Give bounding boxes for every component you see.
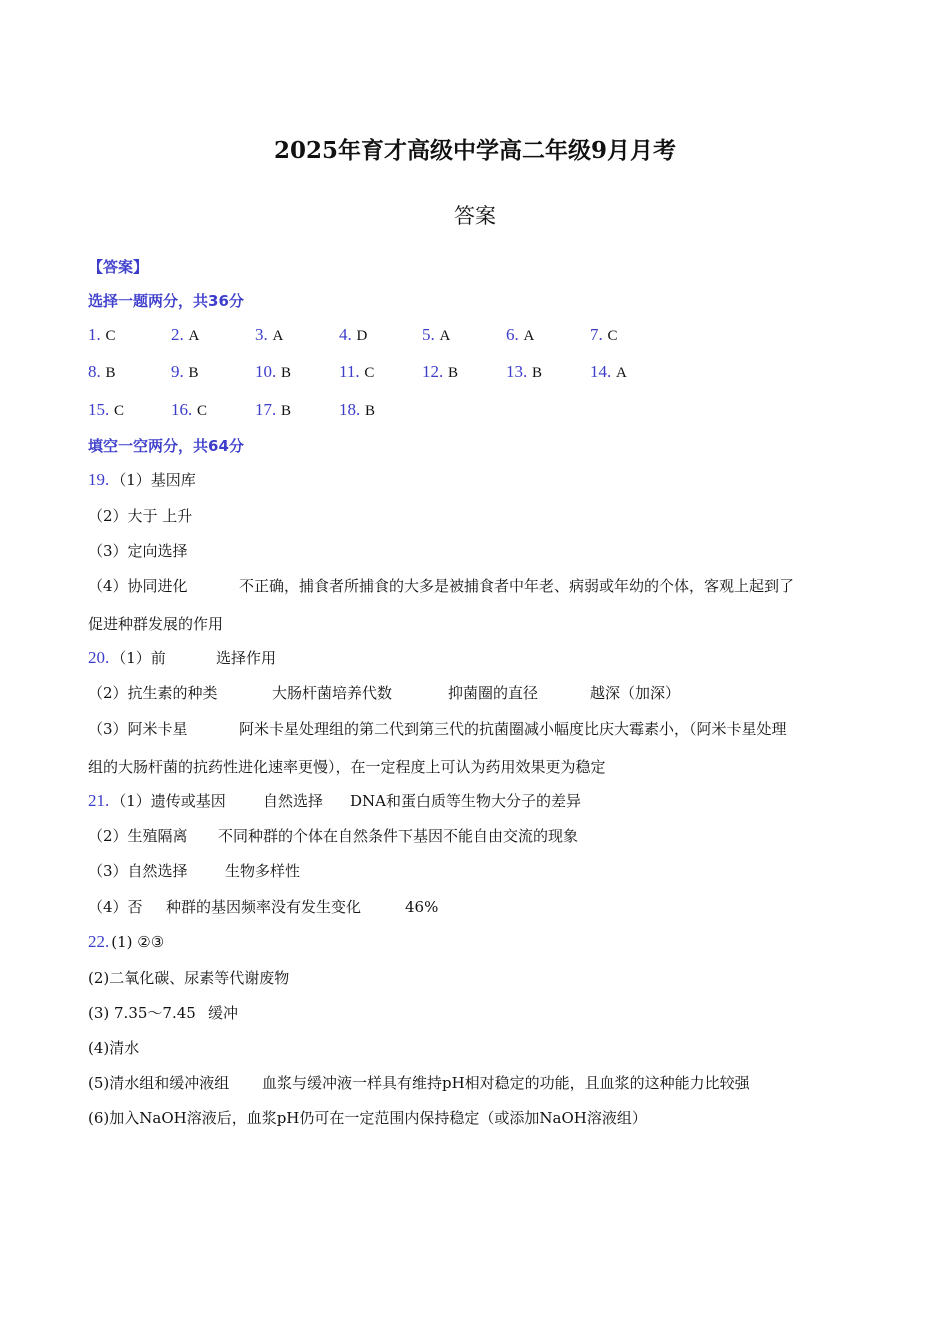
mc-answer: A (439, 328, 451, 344)
q21-line-2 (88, 826, 579, 846)
mc-answer: B (532, 365, 543, 381)
q20-answer-1a: （1）前 (111, 649, 166, 667)
mc-item (590, 325, 618, 346)
fill-section-heading: 填空一空两分，共64分 (88, 437, 244, 455)
q22-answer-5a: (5)清水组和缓冲液组 (88, 1074, 230, 1092)
mc-number: 5. (422, 325, 435, 344)
mc-item (422, 325, 450, 346)
mc-answer: C (197, 403, 208, 419)
mc-number: 1. (88, 325, 101, 344)
q22-line-1 (88, 932, 164, 952)
q19-line-5: 促进种群发展的作用 (88, 615, 224, 633)
mc-item (255, 325, 283, 346)
page-subtitle: 答案 (454, 204, 496, 228)
q21-number: 21. (88, 791, 110, 810)
q21-answer-4c: 46% (405, 898, 439, 916)
mc-item (506, 325, 534, 346)
mc-number: 7. (590, 325, 603, 344)
mc-answer: B (365, 403, 376, 419)
mc-item (88, 325, 116, 346)
q20-answer-3b: 阿米卡星处理组的第二代到第三代的抗菌圈减小幅度比庆大霉素小，（阿米卡星处理 (239, 720, 787, 738)
mc-item (506, 362, 542, 383)
q21-answer-3a: （3）自然选择 (88, 862, 188, 880)
mc-number: 6. (506, 325, 519, 344)
q19-answer-1: （1）基因库 (111, 471, 196, 489)
mc-answer: B (105, 365, 116, 381)
mc-item (88, 400, 124, 421)
mc-answer: B (448, 365, 459, 381)
q22-number: 22. (88, 932, 110, 951)
q20-number: 20. (88, 648, 110, 667)
mc-answer: A (523, 328, 535, 344)
mc-answer: A (272, 328, 284, 344)
q22-answer-5b: 血浆与缓冲液一样具有维持pH相对稳定的功能，且血浆的这种能力比较强 (262, 1074, 750, 1092)
q20-line-1 (88, 648, 277, 668)
q20-answer-2b: 大肠杆菌培养代数 (272, 684, 393, 702)
mc-answer: B (281, 403, 292, 419)
q21-answer-2b: 不同种群的个体在自然条件下基因不能自由交流的现象 (218, 827, 579, 845)
q22-answer-3a: (3) 7.35～7.45 (88, 1004, 196, 1022)
mc-number: 16. (171, 400, 193, 419)
q20-line-2 (88, 683, 681, 703)
q22-line-6: (6)加入NaOH溶液后，血浆pH仍可在一定范围内保持稳定（或添加NaOH溶液组） (88, 1109, 647, 1127)
q22-line-2: (2)二氧化碳、尿素等代谢废物 (88, 969, 290, 987)
mc-answer: A (188, 328, 200, 344)
page-title: 2025年育才高级中学高二年级9月月考 (273, 137, 677, 164)
q20-line-4: 组的大肠杆菌的抗药性进化速率更慢），在一定程度上可认为药用效果更为稳定 (88, 758, 606, 776)
mc-number: 3. (255, 325, 268, 344)
q22-line-5 (88, 1073, 750, 1093)
mc-number: 14. (590, 362, 612, 381)
mc-answer: B (281, 365, 292, 381)
mc-number: 18. (339, 400, 361, 419)
q21-answer-4b: 种群的基因频率没有发生变化 (166, 898, 362, 916)
q20-answer-2a: （2）抗生素的种类 (88, 684, 218, 702)
mc-item (88, 362, 116, 383)
q22-line-3 (88, 1003, 239, 1023)
q21-answer-4a: （4）否 (88, 898, 143, 916)
mc-item (255, 400, 291, 421)
mc-item (171, 362, 199, 383)
mc-item (422, 362, 458, 383)
q19-line-1 (88, 470, 196, 490)
q21-answer-1c: DNA和蛋白质等生物大分子的差异 (350, 792, 581, 810)
mc-number: 2. (171, 325, 184, 344)
mc-item (339, 400, 375, 421)
mc-item (590, 362, 627, 383)
q20-answer-2d: 越深（加深） (590, 684, 681, 702)
mc-answer: D (356, 328, 368, 344)
q19-line-3: （3）定向选择 (88, 542, 188, 560)
mc-number: 10. (255, 362, 277, 381)
mc-answer: C (105, 328, 116, 344)
q22-line-4: (4)清水 (88, 1039, 140, 1057)
mc-item (339, 362, 374, 383)
q22-answer-3b: 缓冲 (208, 1004, 239, 1022)
answers-label: 【答案】 (88, 258, 149, 276)
q20-answer-1b: 选择作用 (216, 649, 277, 667)
mc-item (171, 400, 207, 421)
mc-number: 8. (88, 362, 101, 381)
q20-answer-3a: （3）阿米卡星 (88, 720, 188, 738)
mc-number: 17. (255, 400, 277, 419)
q19-line-4 (88, 576, 795, 596)
q19-answer-4b: 不正确，捕食者所捕食的大多是被捕食者中年老、病弱或年幼的个体，客观上起到了 (239, 577, 795, 595)
q19-number: 19. (88, 470, 110, 489)
q21-answer-2a: （2）生殖隔离 (88, 827, 188, 845)
q21-line-3 (88, 861, 301, 881)
mc-answer: C (114, 403, 125, 419)
mc-answer: B (188, 365, 199, 381)
q22-answer-1: (1) ②③ (111, 933, 165, 951)
q21-answer-1a: （1）遗传或基因 (111, 792, 226, 810)
mc-answer: C (607, 328, 618, 344)
mc-item (339, 325, 367, 346)
mc-number: 12. (422, 362, 444, 381)
mc-answer: A (616, 365, 627, 381)
mc-number: 15. (88, 400, 110, 419)
mc-number: 13. (506, 362, 528, 381)
mc-item (255, 362, 291, 383)
q21-line-1 (88, 791, 581, 811)
q20-answer-2c: 抑菌圈的直径 (448, 684, 539, 702)
mc-item (171, 325, 199, 346)
mc-number: 9. (171, 362, 184, 381)
q19-line-2: （2）大于 上升 (88, 507, 193, 525)
q21-answer-3b: 生物多样性 (225, 862, 301, 880)
q21-line-4 (88, 897, 439, 917)
q19-answer-4a: （4）协同进化 (88, 577, 188, 595)
mc-answer: C (364, 365, 375, 381)
mc-number: 11. (339, 362, 360, 381)
mc-section-heading: 选择一题两分，共36分 (88, 292, 244, 310)
q20-line-3 (88, 719, 787, 739)
q21-answer-1b: 自然选择 (263, 792, 324, 810)
mc-number: 4. (339, 325, 352, 344)
